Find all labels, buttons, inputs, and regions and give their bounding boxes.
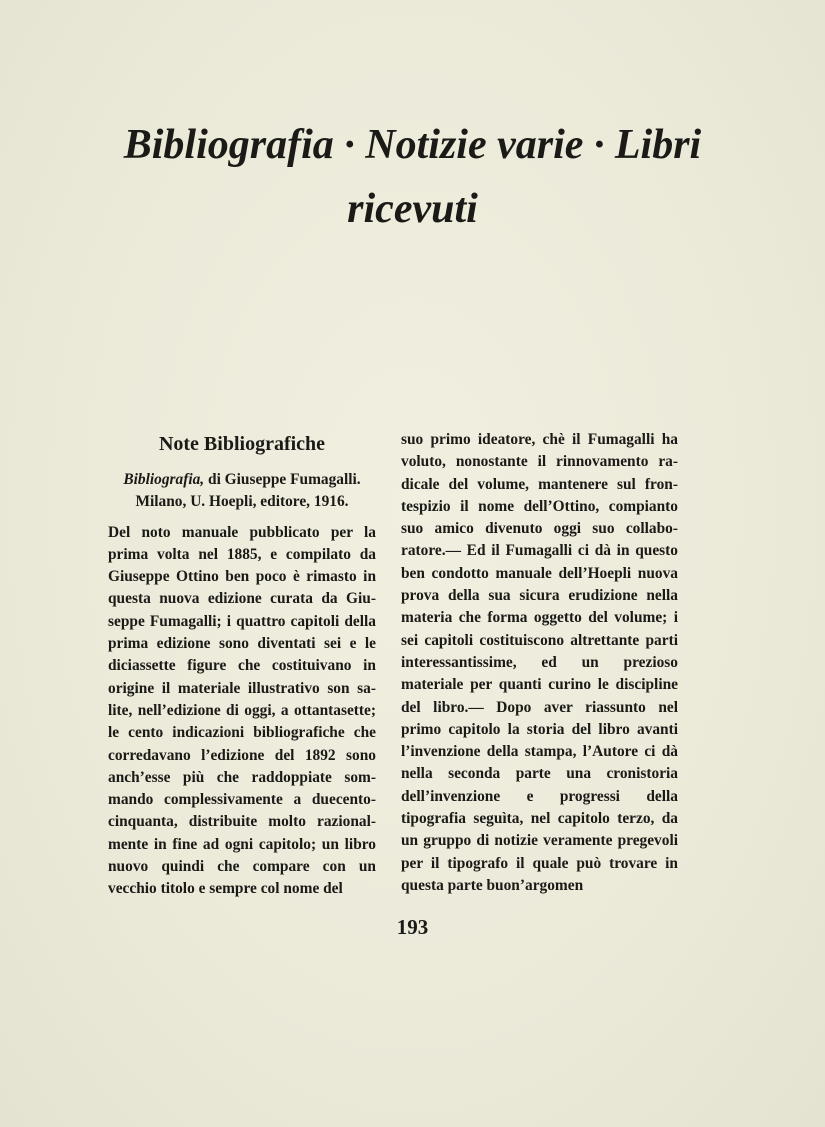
book-author: di Giuseppe Fumagalli. [204,471,361,488]
right-paragraph: suo primo ideatore, chè il Fumagalli ha voluto, nonostante il rinnovamento radicale del volume, mantenere sul frontespizio il nome dell’Ottino, compianto suo amico divenuto oggi suo collaboratore.— Ed il Fumagalli ci dà in questo ben condotto manuale dell’Hoepli nuova prova della sua sicura erudizione nella materia che forma oggetto del volume; i sei capitoli costituiscono altrettante parti interessantissime, ed un prezioso materiale per quanti curino le discipline del libro.— Dopo aver riassunto nel primo capitolo la storia del libro avanti l’invenzione della stampa, l’Autore ci dà nella seconda parte una cronistoria dell’invenzione e progressi della tipografia seguìta, nel capitolo terzo, da un gruppo di notizie veramente pregevoli per il tipografo il quale può trovare in questa parte buon’argomen [401,431,678,894]
page-number: 193 [396,915,429,939]
book-reference [108,469,376,514]
left-paragraph: Del noto manuale pubblicato per la prima volta nel 1885, e compilato da Giuseppe Ottino ben poco è rimasto in questa nuova edizione curata da Giuseppe Fumagalli; i quattro capitoli della prima edizione sono diventati sei e le diciassette figure che costituivano in origine il materiale illustrativo son salite, nell’edizione di oggi, a ottantasette; le cento indicazioni bibliografiche che corredavano l’edizione del 1892 sono anch’esse più che raddoppiate sommando complessivamente a duecentocinquanta, distribuite molto razionalmente in fine ad ogni capitolo; un libro nuovo quindi che compare con un vecchio titolo e sempre col nome del [108,523,376,898]
book-publisher: Milano, U. Hoepli, editore, 1916. [135,493,349,511]
section-heading: Note Bibliografiche [158,433,326,455]
left-column [108,426,376,901]
right-column [401,426,678,897]
page-title [0,113,825,241]
title-line-2: ricevuti [347,186,478,232]
book-title: Bibliografia, [123,471,205,488]
title-line-1: Bibliografia · Notizie varie · Libri [123,122,702,168]
